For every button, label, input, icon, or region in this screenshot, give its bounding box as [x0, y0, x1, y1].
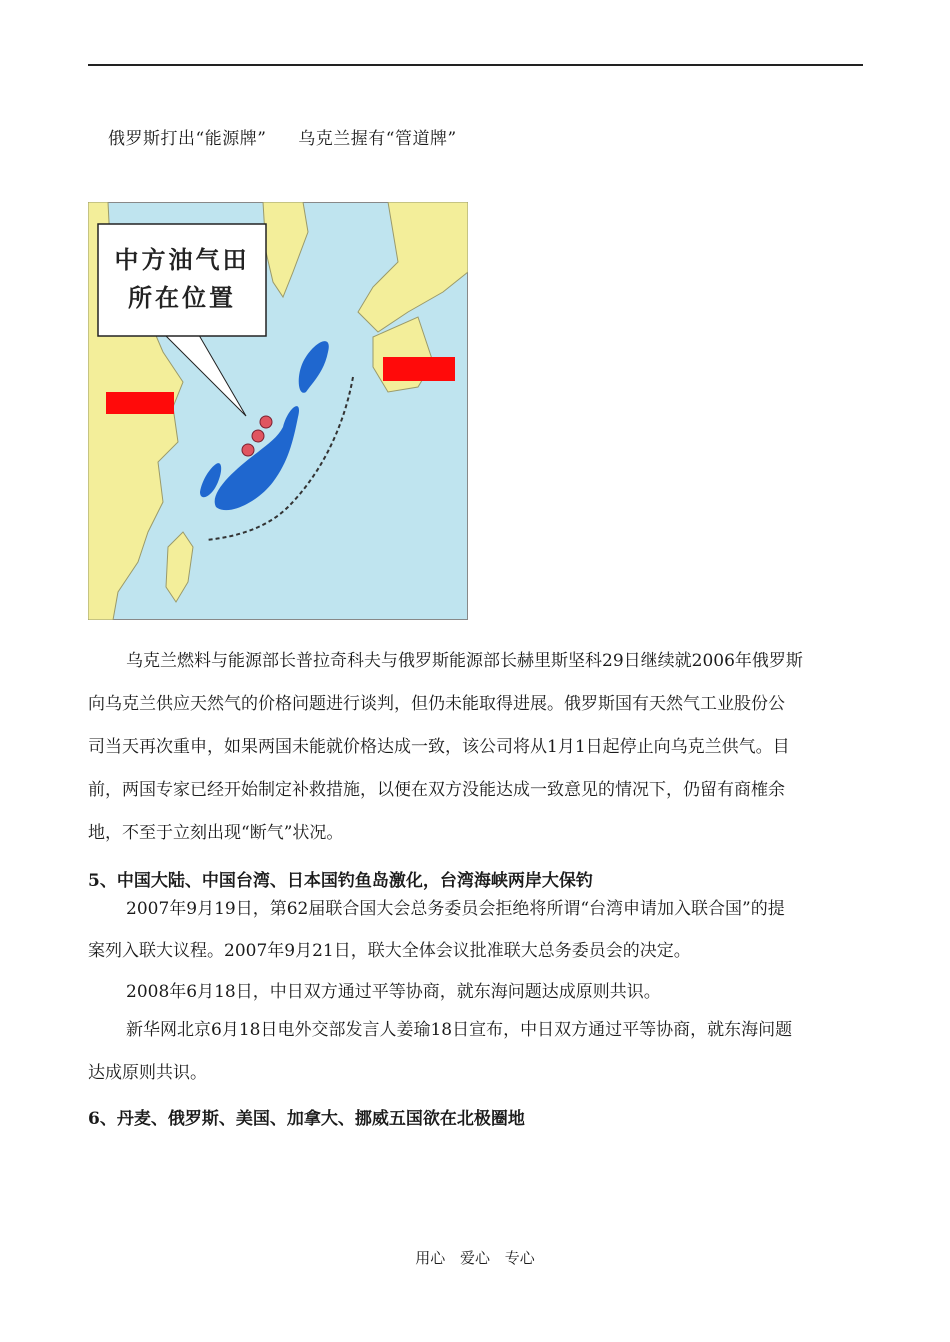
redaction-bar-left	[106, 392, 174, 414]
page-footer	[0, 1247, 950, 1268]
redaction-bar-right	[383, 357, 455, 381]
footer-text-a: 用心	[415, 1249, 446, 1267]
paragraph-line: 向乌克兰供应天然气的价格问题进行谈判，但仍未能取得进展。俄罗斯国有天然气工业股份公	[88, 694, 785, 714]
paragraph-line: 司当天再次重申，如果两国未能就价格达成一致，该公司将从1月1日起停止向乌克兰供气。目	[88, 737, 790, 757]
callout-box	[98, 224, 266, 336]
caption-ukraine: 乌克兰握有“管道牌”	[298, 129, 457, 149]
field-marker	[242, 444, 254, 456]
callout-line-2: 所在位置	[128, 283, 236, 312]
paragraph-line: 2008年6月18日，中日双方通过平等协商，就东海问题达成原则共识。	[126, 982, 661, 1002]
section-6-heading: 6、丹麦、俄罗斯、美国、加拿大、挪威五国欲在北极圈地	[88, 1109, 525, 1129]
paragraph-line: 达成原则共识。	[88, 1063, 207, 1083]
paragraph-line: 前，两国专家已经开始制定补救措施，以便在双方没能达成一致意见的情况下，仍留有商榷余	[88, 780, 785, 800]
paragraph-gas-dispute	[88, 651, 863, 851]
field-marker	[260, 416, 272, 428]
paragraph-line: 新华网北京6月18日电外交部发言人姜瑜18日宣布，中日双方通过平等协商，就东海问题	[126, 1020, 793, 1040]
paragraph-line: 2007年9月19日，第62届联合国大会总务委员会拒绝将所谓“台湾申请加入联合国”的提	[126, 899, 785, 919]
oil-gas-field-map	[88, 202, 468, 620]
section-5-heading: 5、中国大陆、中国台湾、日本国钓鱼岛激化，台湾海峡两岸大保钓	[88, 871, 593, 891]
field-marker	[252, 430, 264, 442]
caption-russia: 俄罗斯打出“能源牌”	[108, 129, 267, 149]
section-5-body	[88, 899, 863, 1099]
paragraph-line: 地，不至于立刻出现“断气”状况。	[88, 823, 344, 843]
map-caption	[108, 124, 457, 149]
paragraph-line: 乌克兰燃料与能源部长普拉奇科夫与俄罗斯能源部长赫里斯坚科29日继续就2006年俄罗斯	[126, 651, 803, 671]
footer-text-c: 专心	[504, 1249, 535, 1267]
callout-line-1: 中方油气田	[114, 245, 250, 274]
paragraph-line: 案列入联大议程。2007年9月21日，联大全体会议批准联大总务委员会的决定。	[88, 941, 691, 961]
header-rule	[88, 64, 863, 66]
footer-text-b: 爱心	[459, 1249, 490, 1267]
